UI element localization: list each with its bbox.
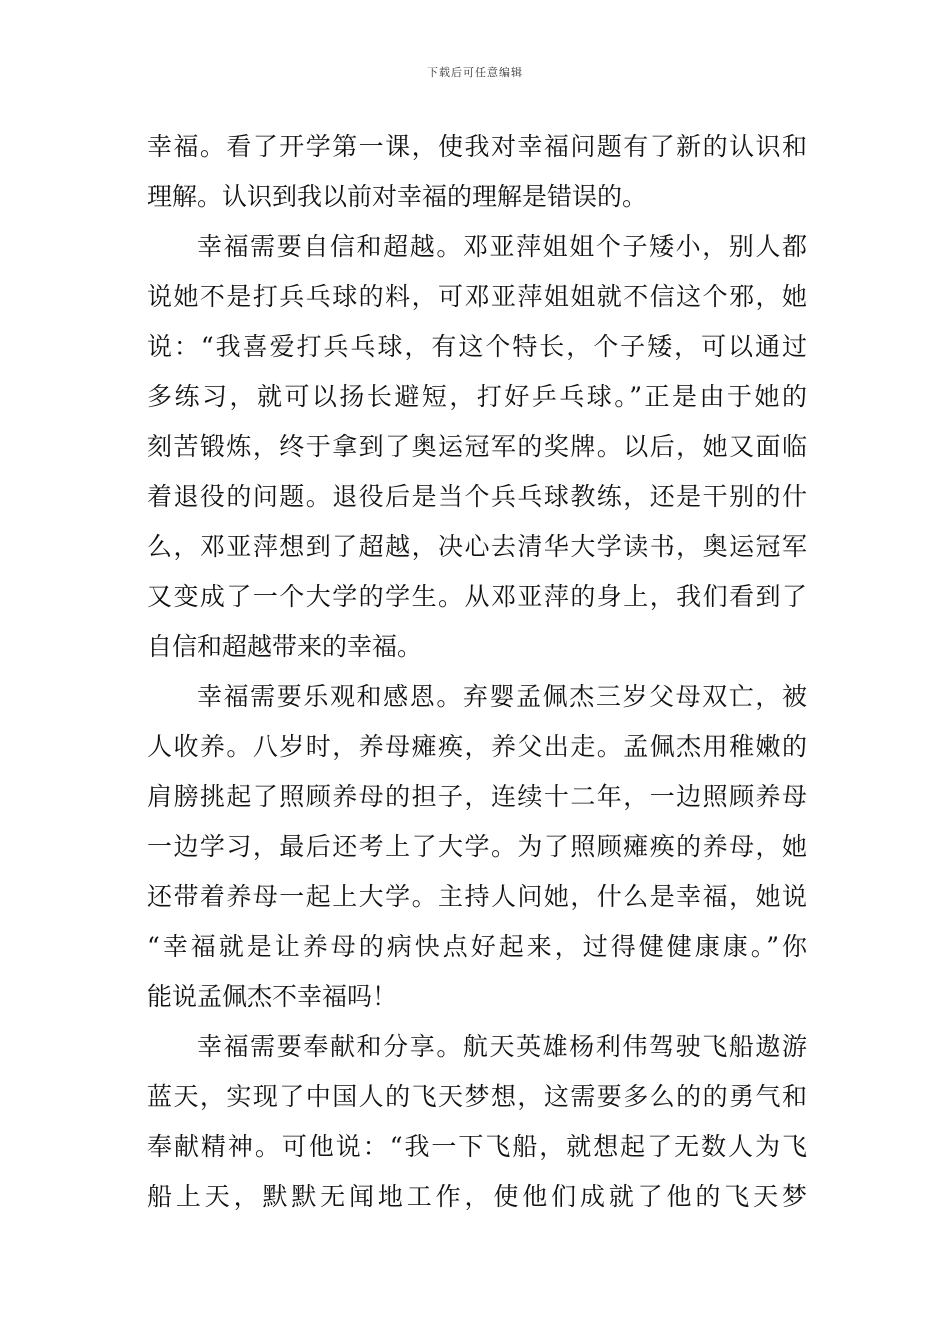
text-line: 奉献精神。可他说：“我一下飞船，就想起了无数人为飞 [147, 1132, 807, 1161]
text-line: 一边学习，最后还考上了大学。为了照顾瘫痪的养母，她 [147, 832, 807, 861]
text-line: 自信和超越带来的幸福。 [147, 632, 423, 661]
text-line: 肩膀挑起了照顾养母的担子，连续十二年，一边照顾养母 [147, 782, 807, 811]
text-line: 幸福需要自信和超越。邓亚萍姐姐个子矮小，别人都 [197, 232, 807, 261]
text-line: 又变成了一个大学的学生。从邓亚萍的身上，我们看到了 [147, 582, 807, 611]
page-header-note: 下载后可任意编辑 [427, 66, 523, 79]
text-line: 船上天，默默无闻地工作，使他们成就了他的飞天梦 [147, 1182, 807, 1211]
text-line: 说：“我喜爱打兵乓球，有这个特长，个子矮，可以通过 [147, 332, 807, 361]
text-line: 还带着养母一起上大学。主持人问她，什么是幸福，她说 [147, 882, 807, 911]
text-line: 着退役的问题。退役后是当个兵乓球教练，还是干别的什 [147, 482, 807, 511]
text-line: 人收养。八岁时，养母瘫痪，养父出走。孟佩杰用稚嫩的 [147, 732, 807, 761]
text-line: 幸福需要乐观和感恩。弃婴孟佩杰三岁父母双亡，被 [197, 682, 807, 711]
document-body [147, 122, 807, 1222]
text-line: 蓝天，实现了中国人的飞天梦想，这需要多么的的勇气和 [147, 1082, 807, 1111]
text-line: 多练习，就可以扬长避短，打好乒乓球。”正是由于她的 [147, 382, 807, 411]
text-line: 幸福。看了开学第一课，使我对幸福问题有了新的认识和 [147, 132, 807, 161]
text-line: 么，邓亚萍想到了超越，决心去清华大学读书，奥运冠军 [147, 532, 807, 561]
text-line: 幸福需要奉献和分享。航天英雄杨利伟驾驶飞船遨游 [197, 1032, 807, 1061]
text-line: “幸福就是让养母的病快点好起来，过得健健康康。”你 [147, 932, 807, 961]
text-line: 说她不是打兵乓球的料，可邓亚萍姐姐就不信这个邪，她 [147, 282, 807, 311]
text-line: 理解。认识到我以前对幸福的理解是错误的。 [147, 182, 648, 211]
text-line: 能说孟佩杰不幸福吗！ [147, 982, 398, 1011]
text-line: 刻苦锻炼，终于拿到了奥运冠军的奖牌。以后，她又面临 [147, 432, 807, 461]
